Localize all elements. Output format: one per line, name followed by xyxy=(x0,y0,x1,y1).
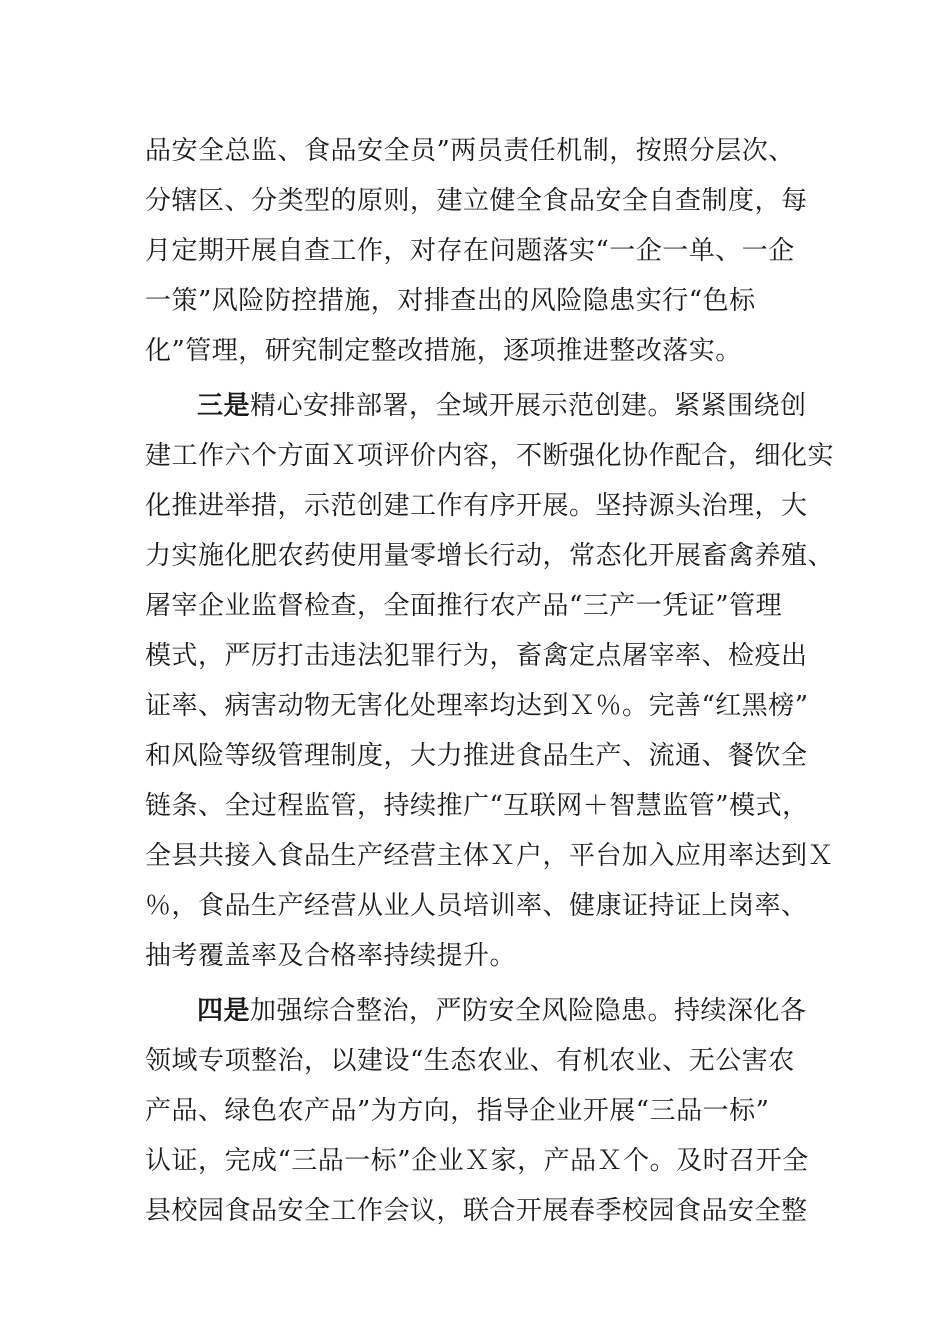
text-line: 县校园食品安全工作会议，联合开展春季校园食品安全整 xyxy=(145,1196,808,1226)
text-line: 认证，完成“三品一标”企业Ｘ家，产品Ｘ个。及时召开全 xyxy=(145,1146,809,1176)
text-line: 一策”风险防控措施，对排查出的风险隐患实行“色标 xyxy=(145,286,756,316)
text-line: 全县共接入食品生产经营主体Ｘ户，平台加入应用率达到Ｘ xyxy=(145,841,835,871)
paragraph-comprehensive-rectification xyxy=(145,986,815,1236)
text-line: 品安全总监、食品安全员”两员责任机制，按照分层次、 xyxy=(145,136,795,166)
text-line: 抽考覆盖率及合格率持续提升。 xyxy=(145,941,517,971)
paragraph-food-safety-mechanism xyxy=(145,126,815,376)
text-line: 建工作六个方面Ｘ项评价内容，不断强化协作配合，细化实 xyxy=(145,441,835,471)
text-line: 屠宰企业监督检查，全面推行农产品“三产一凭证”管理 xyxy=(145,591,783,621)
paragraph-demonstration-creation xyxy=(145,381,835,981)
paragraph-lead: 三是 xyxy=(197,391,251,421)
text-line: 模式，严厉打击违法犯罪行为，畜禽定点屠宰率、检疫出 xyxy=(145,641,808,671)
text-line: 领域专项整治，以建设“生态农业、有机农业、无公害农 xyxy=(145,1046,795,1076)
paragraph-lead-rest: 加强综合整治，严防安全风险隐患。持续深化各 xyxy=(250,996,807,1026)
text-line xyxy=(145,986,815,1036)
text-line: 力实施化肥农药使用量零增长行动，常态化开展畜禽养殖、 xyxy=(145,541,835,571)
text-line: 证率、病害动物无害化处理率均达到Ｘ％。完善“红黑榜” xyxy=(145,691,809,721)
text-line: 和风险等级管理制度，大力推进食品生产、流通、餐饮全 xyxy=(145,741,808,771)
text-line: 化”管理，研究制定整改措施，逐项推进整改落实。 xyxy=(145,336,742,366)
text-line xyxy=(145,381,815,431)
document-body xyxy=(145,126,835,1236)
text-line: ％，食品生产经营从业人员培训率、健康证持证上岗率、 xyxy=(145,891,808,921)
text-line: 分辖区、分类型的原则，建立健全食品安全自查制度，每 xyxy=(145,186,808,216)
text-line: 月定期开展自查工作，对存在问题落实“一企一单、一企 xyxy=(145,236,795,266)
text-line: 链条、全过程监管，持续推广“互联网＋智慧监管”模式， xyxy=(145,791,809,821)
paragraph-lead: 四是 xyxy=(197,996,251,1026)
text-line: 产品、绿色农产品”为方向，指导企业开展“三品一标” xyxy=(145,1096,770,1126)
text-line: 化推进举措，示范创建工作有序开展。坚持源头治理，大 xyxy=(145,491,808,521)
paragraph-lead-rest: 精心安排部署，全域开展示范创建。紧紧围绕创 xyxy=(250,391,807,421)
